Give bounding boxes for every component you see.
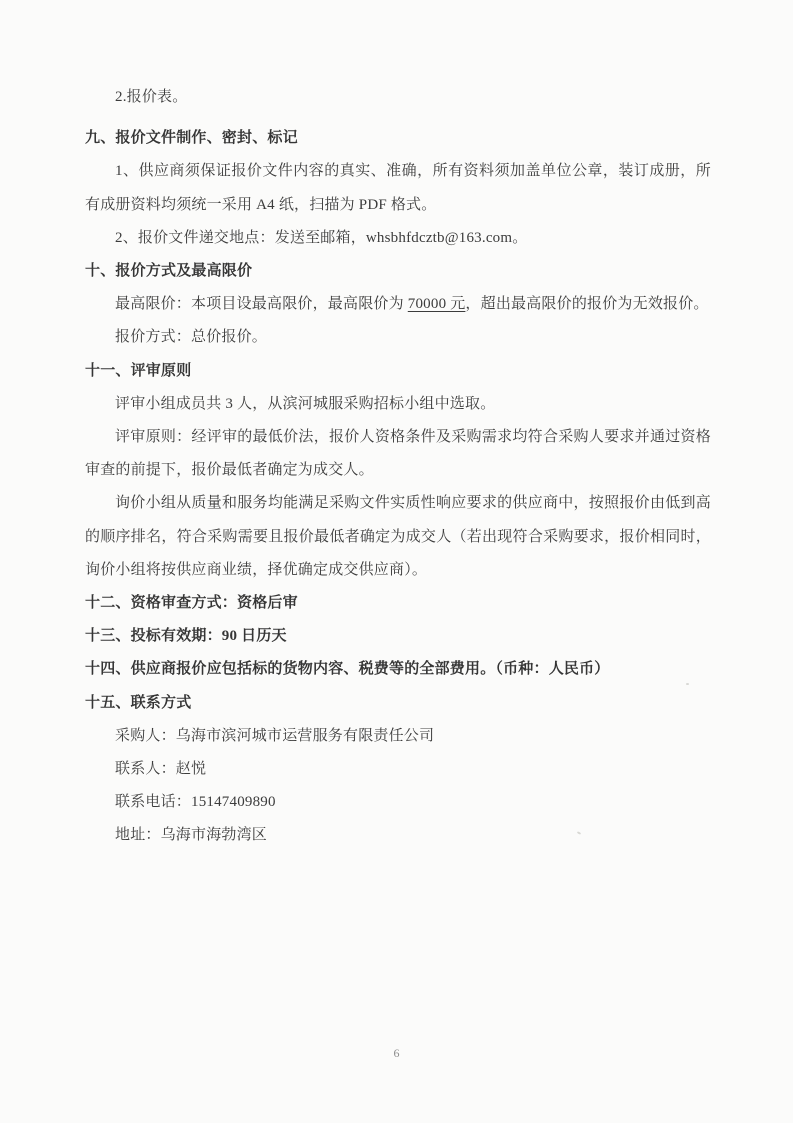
price-limit-value: 70000 元 (407, 296, 466, 313)
section-11-heading: 十一、评审原则 (85, 362, 192, 379)
section-10-heading: 十、报价方式及最高限价 (85, 263, 253, 280)
page-number: 6 (393, 1046, 400, 1060)
section-14-heading: 十四、供应商报价应包括标的货物内容、税费等的全部费用。（币种：人民币） (85, 661, 610, 678)
section-11-paragraph-1: 评审小组成员共 3 人，从滨河城服采购招标小组中选取。 (115, 395, 496, 412)
section-13-heading: 十三、投标有效期：90 日历天 (85, 628, 287, 645)
contact-buyer: 采购人：乌海市滨河城市运营服务有限责任公司 (115, 727, 435, 744)
section-9-paragraph-2: 2、报价文件递交地点：发送至邮箱，whsbhfdcztb@163.com。 (115, 229, 528, 246)
section-11-paragraph-3: 询价小组从质量和服务均能满足采购文件实质性响应要求的供应商中，按照报价由低到高的顺序排名，符合采购需要且报价最低者确定为成交人（若出现符合采购要求，报价相同时，询价小组将按供应商业绩，择优确定成交供应商）。 (85, 495, 711, 578)
contact-phone: 联系电话：15147409890 (115, 794, 276, 811)
contact-person: 联系人：赵悦 (115, 761, 207, 778)
contact-address: 地址：乌海市海勃湾区 (115, 827, 268, 844)
price-limit-text-before: 最高限价：本项目设最高限价，最高限价为 (115, 296, 408, 313)
price-limit-text-after: ，超出最高限价的报价为无效报价。 (465, 296, 709, 313)
list-item-price-table: 2.报价表。 (115, 89, 188, 105)
document-body (85, 81, 711, 853)
section-10-price-limit-line (85, 288, 711, 321)
section-9-paragraph-1: 1、供应商须保证报价文件内容的真实、准确，所有资料须加盖单位公章，装订成册，所有成册资料均须统一采用 A4 纸，扫描为 PDF 格式。 (85, 163, 711, 213)
section-15-heading: 十五、联系方式 (85, 694, 192, 711)
scan-speck (686, 683, 689, 685)
section-10-paragraph-2: 报价方式：总价报价。 (115, 329, 268, 346)
section-9-heading: 九、报价文件制作、密封、标记 (85, 130, 298, 147)
section-12-heading: 十二、资格审查方式：资格后审 (85, 595, 298, 612)
section-11-paragraph-2: 评审原则：经评审的最低价法，报价人资格条件及采购需求均符合采购人要求并通过资格审查的前提下，报价最低者确定为成交人。 (85, 429, 711, 479)
